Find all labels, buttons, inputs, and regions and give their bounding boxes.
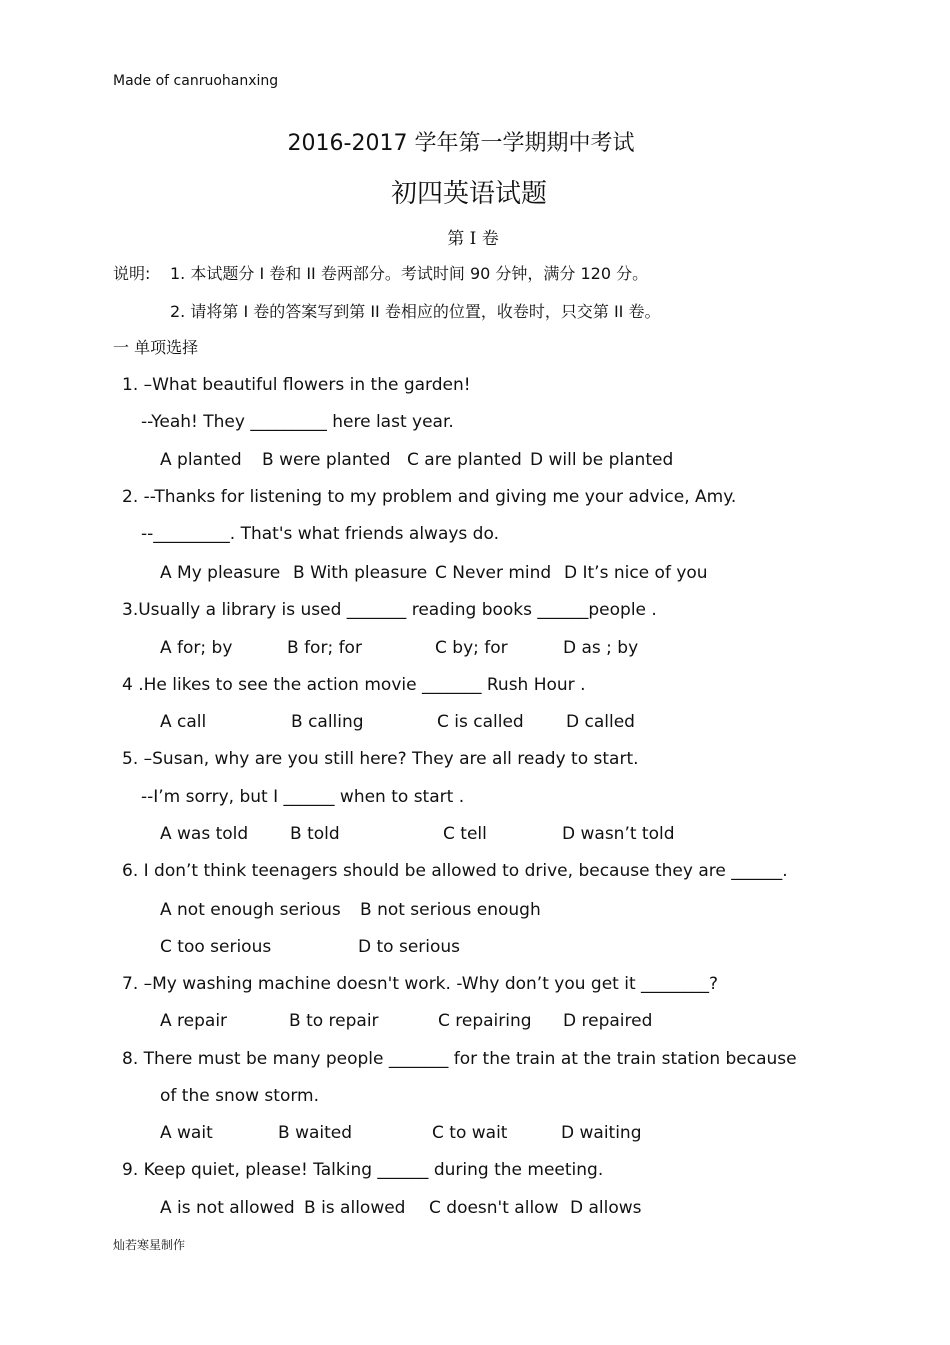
- question-6-option-a: A not enough serious: [160, 900, 341, 920]
- question-7-option-d: D repaired: [563, 1011, 653, 1031]
- instruction-item-2: 2. 请将第 I 卷的答案写到第 II 卷相应的位置，收卷时，只交第 II 卷。: [170, 302, 661, 321]
- question-1-option-b: B were planted: [262, 450, 391, 470]
- question-5-option-a: A was told: [160, 824, 249, 844]
- question-8-option-d: D waiting: [561, 1123, 642, 1143]
- question-6-option-b: B not serious enough: [360, 900, 541, 920]
- question-5-option-d: D wasn’t told: [562, 824, 675, 844]
- footer-credit: 灿若寒星制作: [113, 1238, 186, 1252]
- question-2-stem: 2. --Thanks for listening to my problem and giving me your advice, Amy.: [122, 487, 737, 507]
- question-2-option-d: D It’s nice of you: [564, 563, 708, 583]
- question-8-option-b: B waited: [278, 1123, 353, 1143]
- question-7-option-b: B to repair: [289, 1011, 379, 1031]
- question-9-option-d: D allows: [570, 1198, 642, 1218]
- question-1-option-d: D will be planted: [530, 450, 674, 470]
- question-1-stem: 1. –What beautiful flowers in the garden!: [122, 375, 471, 395]
- question-3-option-d: D as ; by: [563, 638, 639, 658]
- question-4-stem: 4 .He likes to see the action movie _______ Rush Hour .: [122, 675, 586, 695]
- question-8-stem-cont: of the snow storm.: [160, 1086, 320, 1106]
- question-6-option-d: D to serious: [358, 937, 461, 957]
- question-5-stem: 5. –Susan, why are you still here? They are all ready to start.: [122, 749, 639, 769]
- question-5-reply: --I’m sorry, but I ______ when to start .: [141, 787, 465, 807]
- question-6-stem: 6. I don’t think teenagers should be allowed to drive, because they are ______.: [122, 861, 788, 881]
- question-8-option-a: A wait: [160, 1123, 213, 1143]
- question-3-option-a: A for; by: [160, 638, 233, 658]
- question-9-option-c: C doesn't allow: [429, 1198, 559, 1218]
- question-2-option-a: A My pleasure: [160, 563, 281, 583]
- section-title: 一 单项选择: [113, 338, 199, 357]
- question-2-option-c: C Never mind: [435, 563, 552, 583]
- question-4-option-c: C is called: [437, 712, 524, 732]
- exam-subtitle: 初四英语试题: [390, 179, 547, 209]
- question-5-option-c: C tell: [443, 824, 487, 844]
- question-3-option-b: B for; for: [287, 638, 362, 658]
- volume-label: 第 I 卷: [447, 229, 499, 249]
- question-3-option-c: C by; for: [435, 638, 508, 658]
- question-4-option-a: A call: [160, 712, 207, 732]
- question-9-option-b: B is allowed: [304, 1198, 406, 1218]
- question-9-option-a: A is not allowed: [160, 1198, 295, 1218]
- made-of-header: Made of canruohanxing: [113, 73, 279, 89]
- question-8-option-c: C to wait: [432, 1123, 508, 1143]
- question-8-stem: 8. There must be many people _______ for the train at the train station because: [122, 1049, 797, 1069]
- question-5-option-b: B told: [290, 824, 340, 844]
- question-4-option-d: D called: [566, 712, 635, 732]
- question-1-option-a: A planted: [160, 450, 242, 470]
- question-7-stem: 7. –My washing machine doesn't work. -Why don’t you get it ________?: [122, 974, 719, 994]
- exam-title: 2016-2017 学年第一学期期中考试: [287, 131, 635, 156]
- question-1-option-c: C are planted: [407, 450, 522, 470]
- question-4-option-b: B calling: [291, 712, 364, 732]
- question-1-reply: --Yeah! They _________ here last year.: [141, 412, 454, 432]
- question-2-reply: --_________. That's what friends always do.: [141, 524, 499, 544]
- question-6-option-c: C too serious: [160, 937, 272, 957]
- instructions-label: 说明:: [113, 264, 151, 283]
- question-9-stem: 9. Keep quiet, please! Talking ______ during the meeting.: [122, 1160, 604, 1180]
- instruction-item-1: 1. 本试题分 I 卷和 II 卷两部分。考试时间 90 分钟，满分 120 分。: [170, 264, 649, 283]
- question-7-option-a: A repair: [160, 1011, 228, 1031]
- question-2-option-b: B With pleasure: [293, 563, 428, 583]
- question-3-stem: 3.Usually a library is used _______ reading books ______people .: [122, 600, 657, 620]
- question-7-option-c: C repairing: [438, 1011, 532, 1031]
